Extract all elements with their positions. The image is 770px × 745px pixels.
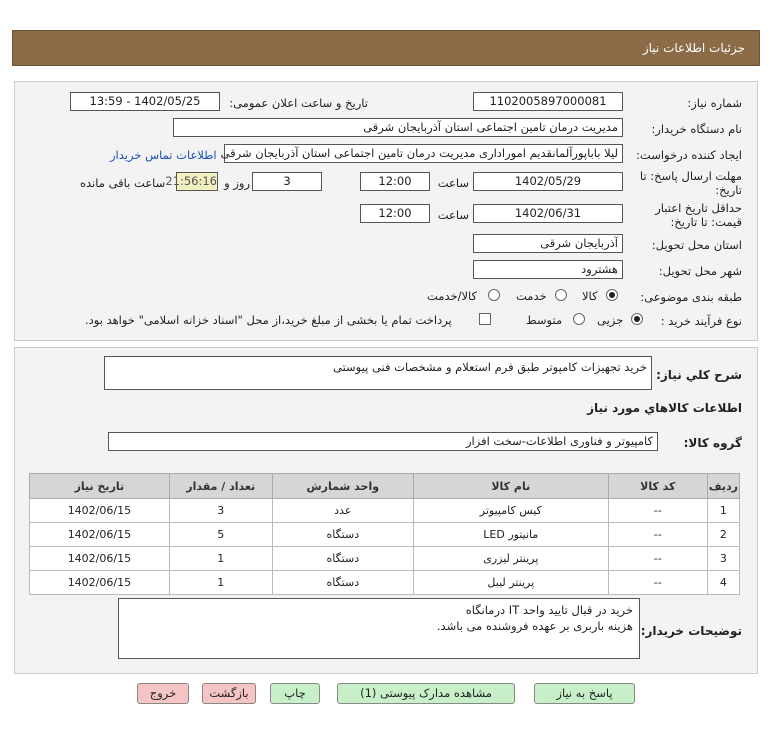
validity-label-2: قیمت: تا تاریخ: xyxy=(670,215,742,229)
process-option-partial: جزیی xyxy=(597,313,624,327)
payment-note: پرداخت تمام یا بخشی از مبلغ خرید،از محل "اسناد خزانه اسلامی" خواهد بود. xyxy=(85,313,452,327)
remaining-time-field: 21:56:16 xyxy=(176,172,218,191)
need-number-field: 1102005897000081 xyxy=(473,92,623,111)
reply-deadline-label: مهلت ارسال پاسخ: تا xyxy=(639,169,742,183)
col-name-header: نام کالا xyxy=(413,474,608,499)
creator-label: ایجاد کننده درخواست: xyxy=(636,148,742,162)
buyer-notes-label: توضیحات خریدار: xyxy=(640,624,742,638)
validity-time-word: ساعت xyxy=(437,208,469,222)
back-button[interactable]: بازگشت xyxy=(202,683,256,704)
category-option-goods: کالا xyxy=(582,289,598,303)
announce-field: 1402/05/25 - 13:59 xyxy=(70,92,220,111)
reply-date-field: 1402/05/29 xyxy=(473,172,623,191)
exit-button[interactable]: خروج xyxy=(137,683,189,704)
cell-date: 1402/06/15 xyxy=(30,547,170,571)
contact-info-link[interactable]: اطلاعات تماس خریدار xyxy=(110,148,217,162)
process-radio-medium[interactable] xyxy=(573,313,585,325)
cell-code: -- xyxy=(608,571,707,595)
cell-unit: دستگاه xyxy=(272,523,413,547)
cell-unit: دستگاه xyxy=(272,571,413,595)
col-code-header: کد کالا xyxy=(608,474,707,499)
cell-name: پرینتر لیزری xyxy=(413,547,608,571)
reply-time-word: ساعت xyxy=(437,176,469,190)
summary-label: شرح کلي نياز: xyxy=(656,368,742,382)
buyer-notes-line-2: هزینه باربری بر عهده فروشنده می باشد. xyxy=(436,619,633,633)
buyer-org-field: مدیریت درمان تامین اجتماعی استان آذربایجان شرقی xyxy=(173,118,623,137)
category-label: طبقه بندی موضوعی: xyxy=(640,290,742,304)
attachments-button[interactable]: مشاهده مدارک پیوستی (1) xyxy=(337,683,515,704)
goods-group-label: گروه کالا: xyxy=(683,436,742,450)
cell-qty: 5 xyxy=(169,523,272,547)
goods-info-title: اطلاعات کالاهاي مورد نياز xyxy=(587,401,742,415)
table-row xyxy=(30,523,740,547)
cell-date: 1402/06/15 xyxy=(30,499,170,523)
table-row xyxy=(30,499,740,523)
buyer-notes-field xyxy=(118,598,640,659)
category-radio-goods[interactable] xyxy=(606,289,618,301)
col-unit-header: واحد شمارش xyxy=(272,474,413,499)
category-radio-both[interactable] xyxy=(488,289,500,301)
goods-group-field: کامپیوتر و فناوری اطلاعات-سخت افزار xyxy=(108,432,658,451)
reply-button[interactable]: پاسخ به نیاز xyxy=(534,683,635,704)
reply-deadline-label-2: تاریخ: xyxy=(715,183,742,197)
payment-checkbox[interactable] xyxy=(479,313,491,325)
validity-date-field: 1402/06/31 xyxy=(473,204,623,223)
remaining-label: ساعت باقی مانده xyxy=(80,176,166,190)
city-label: شهر محل تحویل: xyxy=(658,264,742,278)
province-field: آذربایجان شرقی xyxy=(473,234,623,253)
page-title: جزئیات اطلاعات نیاز xyxy=(642,41,745,55)
buyer-org-label: نام دستگاه خریدار: xyxy=(651,122,742,136)
buyer-notes-line-1: خرید در قبال تایید واحد IT درمانگاه xyxy=(465,603,633,617)
creator-field: لیلا باباپورآلمانقدیم امورادارى مدیریت درمان تامین اجتماعی استان آذربایجان شرقی xyxy=(224,144,623,163)
cell-qty: 3 xyxy=(169,499,272,523)
cell-row: 4 xyxy=(707,571,739,595)
summary-field: خرید تجهیزات کامپوتر طبق فرم استعلام و مشخصات فنی پیوستی xyxy=(104,356,652,390)
print-button[interactable]: چاپ xyxy=(270,683,320,704)
validity-label: حداقل تاریخ اعتبار xyxy=(655,201,742,215)
cell-name: کیس کامپیوتر xyxy=(413,499,608,523)
cell-qty: 1 xyxy=(169,571,272,595)
announce-label: تاریخ و ساعت اعلان عمومی: xyxy=(229,96,368,110)
cell-date: 1402/06/15 xyxy=(30,523,170,547)
validity-time-field: 12:00 xyxy=(360,204,430,223)
category-radio-service[interactable] xyxy=(555,289,567,301)
cell-date: 1402/06/15 xyxy=(30,571,170,595)
cell-code: -- xyxy=(608,499,707,523)
process-label: نوع فرآیند خرید : xyxy=(660,314,742,328)
col-date-header: تاریخ نیاز xyxy=(30,474,170,499)
col-row-header: ردیف xyxy=(707,474,739,499)
cell-row: 1 xyxy=(707,499,739,523)
process-radio-partial[interactable] xyxy=(631,313,643,325)
cell-qty: 1 xyxy=(169,547,272,571)
cell-unit: عدد xyxy=(272,499,413,523)
days-word: روز و xyxy=(224,176,250,190)
col-qty-header: تعداد / مقدار xyxy=(169,474,272,499)
province-label: استان محل تحویل: xyxy=(651,238,742,252)
cell-code: -- xyxy=(608,547,707,571)
cell-name: پرینتر لیبل xyxy=(413,571,608,595)
process-option-medium: متوسط xyxy=(526,313,563,327)
category-option-service: خدمت xyxy=(516,289,547,303)
cell-row: 3 xyxy=(707,547,739,571)
table-row xyxy=(30,547,740,571)
reply-time-field: 12:00 xyxy=(360,172,430,191)
cell-code: -- xyxy=(608,523,707,547)
cell-name: مانیتور LED xyxy=(413,523,608,547)
table-header-row xyxy=(30,474,740,499)
cell-row: 2 xyxy=(707,523,739,547)
days-field: 3 xyxy=(252,172,322,191)
goods-table xyxy=(29,473,740,595)
need-number-label: شماره نیاز: xyxy=(687,96,742,110)
cell-unit: دستگاه xyxy=(272,547,413,571)
category-option-both: کالا/خدمت xyxy=(427,289,478,303)
table-row xyxy=(30,571,740,595)
city-field: هشترود xyxy=(473,260,623,279)
page-header xyxy=(12,30,760,66)
